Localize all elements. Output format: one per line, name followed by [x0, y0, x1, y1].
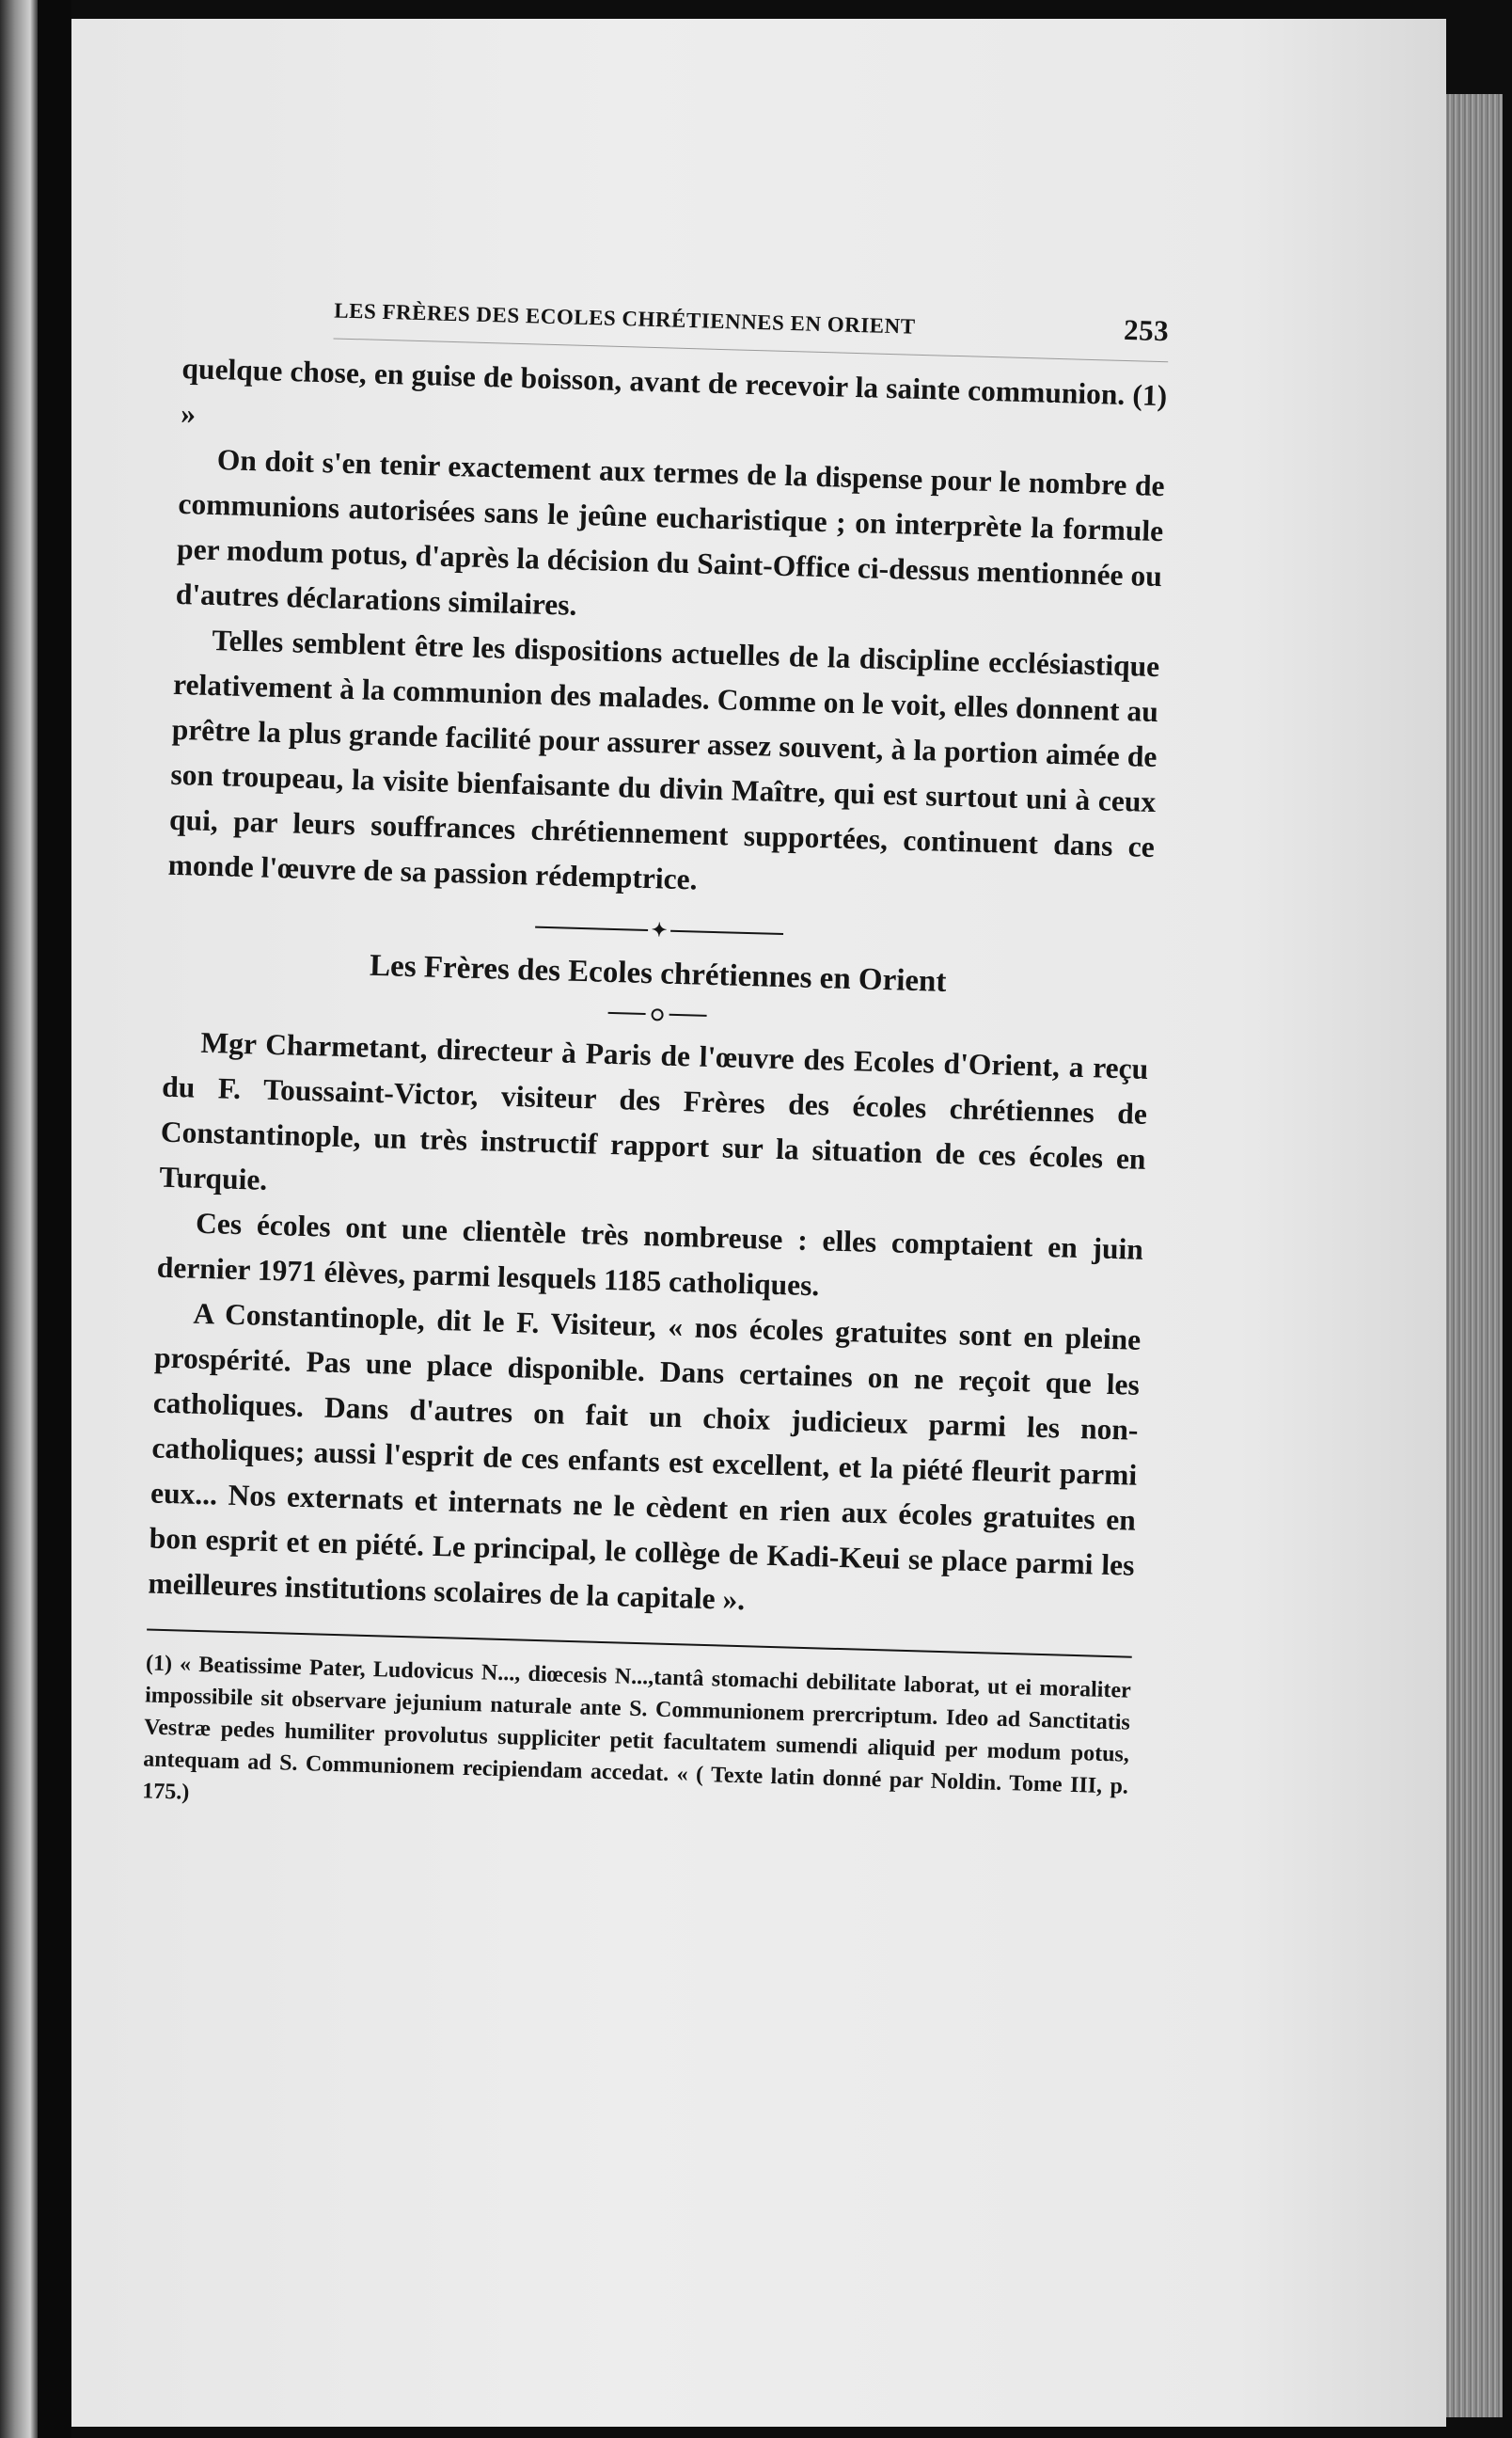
footnote-mark: (1): [145, 1651, 173, 1677]
previous-page-edge: [0, 0, 38, 2438]
running-header: [334, 291, 1170, 362]
running-head-title: LES FRÈRES DES ECOLES CHRÉTIENNES EN ORIENT: [334, 298, 916, 339]
paragraph: Mgr Charmetant, directeur à Paris de l'œuvre des Ecoles d'Orient, a reçu du F. Toussaint-Victor, visiteur des Frères des écoles chrétiennes de Constantinople, un très instructif rapport sur la situation de ces écoles en Turquie.: [159, 1025, 1149, 1196]
divider-rule-right: [670, 930, 783, 935]
footnote: [142, 1647, 1131, 1834]
text-column: [142, 287, 1170, 1835]
paragraph: A Constantinople, dit le F. Visiteur, « nos écoles gratuites sont en pleine prospérité. Pas une place disponible. Dans certaines on ne reçoit que les catholiques. Dans d'autres on fait un choix judicieux parmi les non-catholiques; aussi l'esprit de ces enfants est excellent, et la piété fleurit parmi eux... Nos externats et internats ne le cèdent en rien aux écoles gratuites en bon esprit et en piété. Le principal, le collège de Kadi-Keui se place parmi les meilleures institutions scolaires de la capitale ».: [148, 1296, 1142, 1617]
section-title: Les Frères des Ecoles chrétiennes en Orient: [369, 948, 947, 999]
footnote-text: « Beatissime Pater, Ludovicus N..., diœcesis N...,tantâ stomachi debilitate laborat, ut ei moraliter impossibile sit observare jejunium naturale ante S. Communionem prercriptum. Ideo ad Sanctitatis Vestræ pedes humiliter provolutus suppliciter petit facultatem sumendi aliquid per modum potus, antequam ad S. Communionem recipiendam accedat. « ( Texte latin donné par Noldin. Tome III, p. 175.): [141, 1652, 1132, 1805]
ornament-ring-icon: [651, 1008, 663, 1021]
paragraph: Ces écoles ont une clientèle très nombreuse : elles comptaient en juin dernier 1971 élèves, parmi lesquels 1185 catholiques.: [156, 1206, 1144, 1303]
body-text: [148, 346, 1168, 1634]
ornament-dash-right: [669, 1014, 706, 1017]
book-gutter: [38, 0, 71, 2438]
paragraph: On doit s'en tenir exactement aux termes de la dispense pour le nombre de communions autorisées sans le jeûne eucharistique ; on interprète la formule per modum potus, d'après la décision du Saint-Office ci-dessus mentionnée ou d'autres déclarations similaires.: [175, 443, 1165, 622]
divider-knot-icon: ✦: [651, 920, 668, 942]
page-number: 253: [1123, 312, 1170, 348]
paragraph-continuation: quelque chose, en guise de boisson, avant de recevoir la sainte communion. (1) »: [180, 351, 1168, 431]
book-page: [71, 19, 1446, 2427]
divider-rule-left: [535, 926, 648, 931]
page-stack-edges: [1446, 94, 1503, 2417]
paragraph: Telles semblent être les dispositions actuelles de la discipline ecclésiastique relativement à la communion des malades. Comme on le voit, elles donnent au prêtre la plus grande facilité pour assurer assez souvent, à la portion aimée de son troupeau, la visite bienfaisante du divin Maître, qui est surtout uni à ceux qui, par leurs souffrances chrétiennement supportées, continuent dans ce monde l'œuvre de sa passion rédemptrice.: [167, 623, 1160, 896]
ornament-dash-left: [607, 1012, 645, 1015]
